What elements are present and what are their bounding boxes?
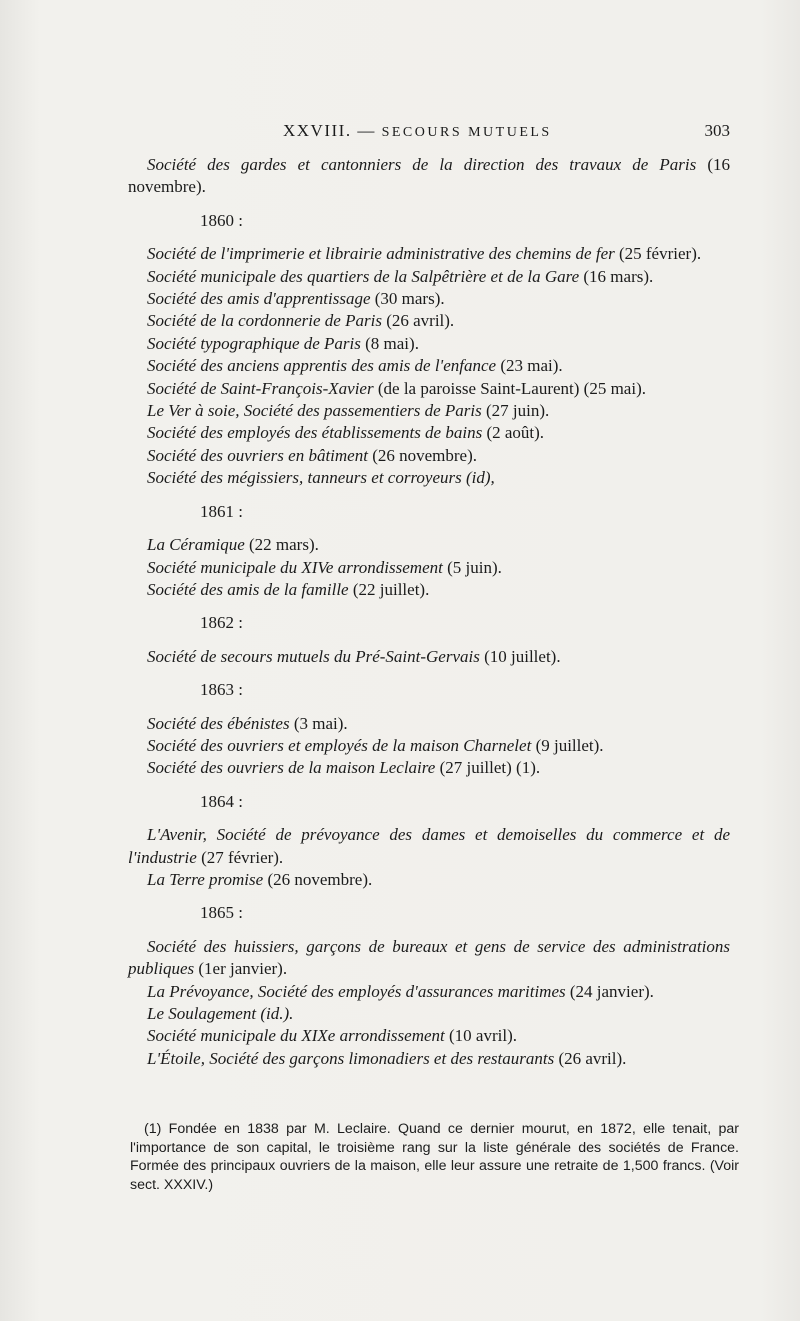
- entry-text: [128, 824, 730, 869]
- entry-text: [128, 936, 730, 981]
- entry-text: [128, 154, 730, 199]
- entry-date: (27 février).: [196, 847, 284, 867]
- entry-name: L'Avenir, Société de prévoyance des dames et demoiselles du commerce et de l'industrie: [128, 825, 730, 867]
- entry-text: [128, 1048, 730, 1070]
- entry-name: Le Soulagement (id.).: [147, 1004, 294, 1023]
- section-title: SECOURS MUTUELS: [381, 125, 552, 140]
- chapter-number: XXVIII.: [283, 121, 352, 140]
- entry-name: Société de secours mutuels du Pré-Saint-Gervais: [147, 646, 480, 666]
- year-heading: 1862 :: [200, 613, 243, 633]
- entry-name: Société de la cordonnerie de Paris: [147, 311, 382, 331]
- entry-date: (9 juillet).: [531, 735, 604, 755]
- entry-text: [128, 400, 730, 422]
- entry-name: Société des ouvriers et employés de la maison Charnelet: [147, 735, 532, 755]
- entry-text: [128, 735, 730, 757]
- entry-date: (26 avril).: [554, 1048, 627, 1068]
- entry-name: Société typographique de Paris: [147, 333, 361, 353]
- year-heading: 1863 :: [200, 680, 243, 700]
- entry-text: [128, 981, 730, 1003]
- entry-name: Société de Saint-François-Xavier: [147, 378, 374, 398]
- entry-text: [128, 422, 730, 444]
- year-heading: 1860 :: [200, 210, 243, 230]
- entry-name: Société des ébénistes: [147, 713, 290, 733]
- entry-name: Société des amis d'apprentissage: [147, 289, 371, 309]
- entry-date: (27 juillet) (1).: [435, 758, 541, 778]
- entry-date: (de la paroisse Saint-Laurent) (25 mai).: [373, 378, 646, 398]
- entry-text: [128, 1025, 730, 1047]
- entry-name: La Prévoyance, Société des employés d'assurances maritimes: [147, 981, 566, 1001]
- entry-name: Société des amis de la famille: [147, 579, 349, 599]
- entry-date: (25 février).: [614, 244, 702, 264]
- page-header: [130, 121, 730, 147]
- entry-date: (3 mai).: [289, 713, 348, 733]
- entry-text: [128, 266, 730, 288]
- entry-text: [128, 378, 730, 400]
- header-dash: —: [357, 121, 376, 140]
- entry-date: (30 mars).: [370, 289, 445, 309]
- entry-text: [128, 288, 730, 310]
- page-body: [128, 154, 730, 1070]
- entry-date: (16 novembre).: [128, 155, 730, 197]
- entry-text: [128, 243, 730, 265]
- entry-name: Société municipale du XIVe arrondissement: [147, 557, 443, 577]
- entry-text: [128, 310, 730, 332]
- entry-name: Société des anciens apprentis des amis de l'enfance: [147, 356, 497, 376]
- entry-text: [128, 534, 730, 556]
- entry-date: (22 juillet).: [348, 579, 430, 599]
- entry-name: Société de l'imprimerie et librairie administrative des chemins de fer: [147, 244, 615, 264]
- entry-text: [128, 557, 730, 579]
- running-head: [283, 121, 552, 141]
- entry-text: [128, 713, 730, 735]
- entry-name: La Terre promise: [147, 869, 264, 889]
- entry-text: [128, 757, 730, 779]
- year-heading: 1865 :: [200, 903, 243, 923]
- entry-date: (26 novembre).: [367, 445, 478, 465]
- entry-date: (26 avril).: [381, 311, 455, 331]
- entry-name: Société des ouvriers de la maison Leclaire: [147, 758, 436, 778]
- entry-text: [128, 579, 730, 601]
- entry-date: (24 janvier).: [565, 981, 654, 1001]
- entry-text: [128, 445, 730, 467]
- entry-text: [128, 355, 730, 377]
- entry-date: (10 avril).: [444, 1026, 517, 1046]
- entry-name: Société des huissiers, garçons de bureaux et gens de service des administrations publiques: [128, 936, 730, 979]
- entry-name: Société des employés des établissements de bains: [147, 423, 483, 443]
- entry-date: (26 novembre).: [263, 869, 373, 889]
- entry-date: (1er janvier).: [194, 959, 288, 979]
- entry-text: [128, 869, 730, 891]
- page-number: 303: [704, 121, 730, 140]
- footnote: (1) Fondée en 1838 par M. Leclaire. Quand ce dernier mourut, en 1872, elle tenait, par l'importance de son capital, le troisième rang sur la liste générale des sociétés de France. Formée des principaux ouvriers de la maison, elle leur assure une retraite de 1,500 francs. (Voir sect. XXXIV.): [130, 1121, 739, 1193]
- entry-text: [128, 467, 730, 489]
- entry-name: Le Ver à soie, Société des passementiers de Paris: [147, 401, 482, 421]
- entry-name: Société municipale des quartiers de la Salpêtrière et de la Gare: [147, 266, 580, 286]
- entry-date: (27 juin).: [481, 401, 550, 421]
- entry-date: (23 mai).: [496, 356, 563, 376]
- entry-date: (16 mars).: [579, 266, 654, 286]
- entry-name: La Céramique: [147, 535, 245, 555]
- entry-name: Société des ouvriers en bâtiment: [147, 445, 368, 465]
- year-heading: 1864 :: [200, 791, 243, 811]
- entry-date: (10 juillet).: [479, 646, 561, 666]
- entry-name: Société des mégissiers, tanneurs et corroyeurs (id),: [147, 468, 495, 488]
- entry-date: (8 mai).: [360, 333, 419, 353]
- entry-date: (22 mars).: [244, 535, 319, 555]
- entry-name: Société municipale du XIXe arrondissement: [147, 1026, 445, 1046]
- entry-date: (2 août).: [482, 423, 545, 443]
- entry-text: [128, 646, 730, 668]
- entry-text: [128, 1003, 730, 1025]
- entry-text: [128, 333, 730, 355]
- year-heading: 1861 :: [200, 501, 243, 521]
- entry-name: Société des gardes et cantonniers de la direction des travaux de Paris: [147, 155, 697, 174]
- entry-date: (5 juin).: [442, 557, 502, 577]
- entry-name: L'Étoile, Société des garçons limonadiers et des restaurants: [147, 1048, 555, 1068]
